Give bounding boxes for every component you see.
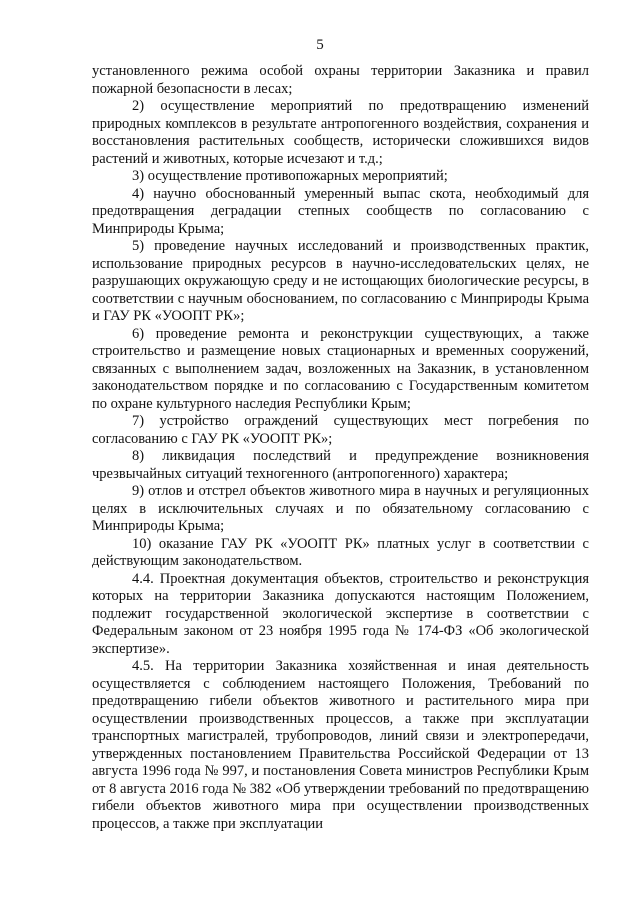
list-item-9: 9) отлов и отстрел объектов животного мира в научных и регуляционных целях в исключительных случаях и по обязательному согласованию с Минприроды Крыма; bbox=[92, 483, 589, 534]
section-4-5: 4.5. На территории Заказника хозяйственная и иная деятельность осуществляется с соблюдением настоящего Положения, Требований по предотвращению гибели объектов животного и растительного мира при осуществлении производственных процессов, а также при эксплуатации транспортных магистралей, трубопроводов, линий связи и электропередачи, утвержденных постановлением Правительства Российской Федерации от 13 августа 1996 года № 997, и постановления Совета министров Республики Крым от 8 августа 2016 года № 382 «Об утверждении требований по предотвращению гибели объектов животного мира при осуществлении производственных процессов, а также при эксплуатации bbox=[92, 658, 589, 832]
list-item-7: 7) устройство ограждений существующих мест погребения по согласованию с ГАУ РК «УООПТ РК»; bbox=[92, 413, 589, 447]
list-item-2: 2) осуществление мероприятий по предотвращению изменений природных комплексов в результате антропогенного воздействия, сохранения и восстановления растительных сообществ, исторически сложившихся видов растений и животных, которые исчезают и т.д.; bbox=[92, 98, 589, 167]
list-item-8: 8) ликвидация последствий и предупреждение возникновения чрезвычайных ситуаций техногенного (антропогенного) характера; bbox=[92, 448, 589, 482]
page-number: 5 bbox=[316, 37, 324, 53]
list-item-5: 5) проведение научных исследований и производственных практик, использование природных ресурсов в научно-исследовательских целях, не разрушающих окружающую среду и не истощающих биологические ресурсы, в соответствии с научным обоснованием, по согласованию с Минприроды Крыма и ГАУ РК «УООПТ РК»; bbox=[92, 238, 589, 324]
paragraph-continuation: установленного режима особой охраны территории Заказника и правил пожарной безопасности в лесах; bbox=[92, 63, 589, 97]
list-item-3: 3) осуществление противопожарных мероприятий; bbox=[132, 168, 448, 184]
list-item-10: 10) оказание ГАУ РК «УООПТ РК» платных услуг в соответствии с действующим законодательством. bbox=[92, 535, 589, 569]
list-item-6: 6) проведение ремонта и реконструкции существующих, а также строительство и размещение новых стационарных и временных сооружений, связанных с выполнением задач, возложенных на Заказник, в установленном законодательством порядке и по согласованию с Государственным комитетом по охране культурного наследия Республики Крым; bbox=[92, 325, 589, 412]
document-body bbox=[92, 63, 589, 833]
section-4-4: 4.4. Проектная документация объектов, строительство и реконструкция которых на территории Заказника допускаются настоящим Положением, подлежит государственной экологической экспертизе в соответствии с Федеральным законом от 23 ноября 1995 года № 174-ФЗ «Об экологической экспертизе». bbox=[92, 570, 589, 657]
list-item-4: 4) научно обоснованный умеренный выпас скота, необходимый для предотвращения деградации степных сообществ по согласованию с Минприроды Крыма; bbox=[92, 185, 589, 237]
